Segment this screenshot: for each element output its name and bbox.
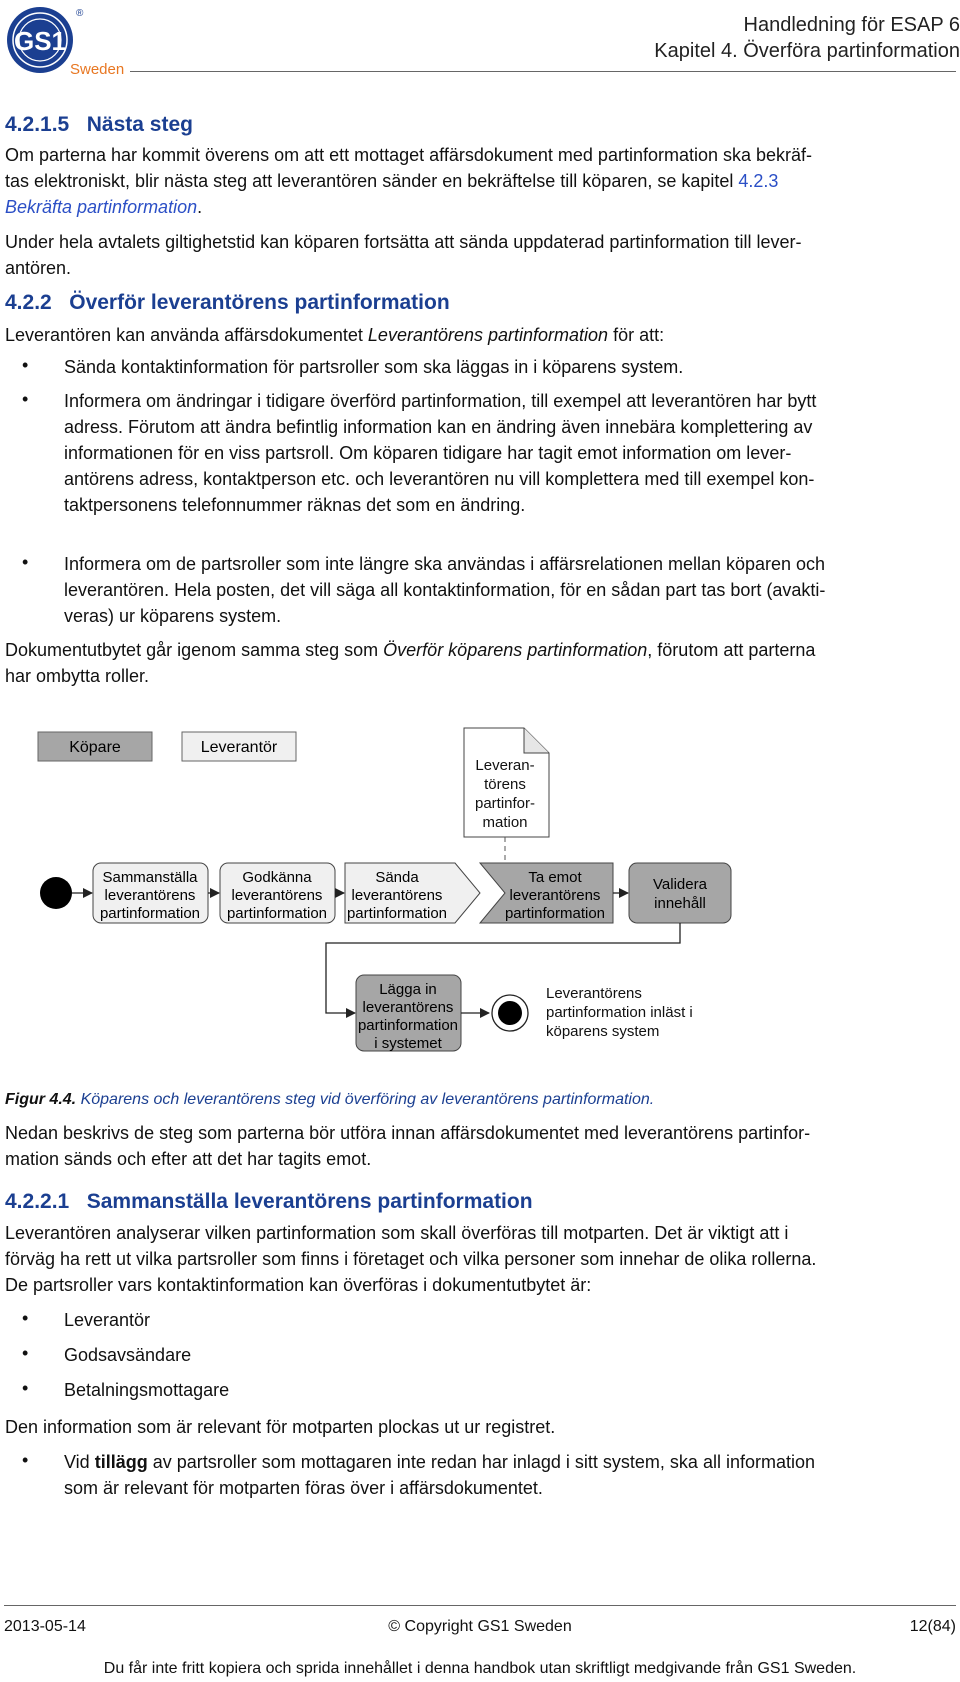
legend-buyer-label: Köpare	[69, 739, 121, 756]
activity-label-line: Lägga in	[379, 981, 437, 998]
bullet-item	[64, 551, 957, 629]
text-line: Under hela avtalets giltighetstid kan köparen fortsätta att sända uppdaterad partinformation till lever-	[5, 232, 802, 252]
list-item: Godsavsändare	[64, 1345, 192, 1365]
bullet-marker: •	[22, 1378, 29, 1398]
activity-label-line: partinformation	[226, 905, 328, 922]
section-number: 4.2.1.5	[5, 113, 70, 136]
text: Vid	[64, 1452, 95, 1472]
legend-supplier-label: Leverantör	[200, 739, 278, 756]
paragraph-next-step	[5, 142, 955, 220]
section-title: Överför leverantörens partinformation	[69, 291, 450, 314]
text-line: leverantören. Hela posten, det vill säga all kontaktinformation, för en sådan part tas bort (avakti-	[64, 580, 826, 600]
text-line: taktpersonens telefonnummer räknas det som en ändring.	[64, 495, 526, 515]
figure-caption	[5, 1091, 654, 1109]
document-label-line: partinfor-	[474, 795, 536, 812]
bullet-item	[64, 388, 957, 518]
text-line: Informera om ändringar i tidigare överförd partinformation, till exempel att leverantören har bytt	[64, 391, 817, 411]
logo-text: GS1	[13, 26, 67, 56]
paragraph-registry: Den information som är relevant för motparten plockas ut ur registret.	[5, 1417, 556, 1437]
text-line: Informera om de partsroller som inte längre ska användas i affärsrelationen mellan köparen och	[64, 554, 826, 574]
section-heading-4-2-2-1	[5, 1190, 533, 1214]
activity-label-line: Ta emot	[528, 869, 582, 886]
text-line: De partsroller vars kontaktinformation kan överföras i dokumentutbytet är:	[5, 1275, 592, 1295]
footer-page-number: 12(84)	[909, 1618, 956, 1635]
text-line: veras) ur köparens system.	[64, 606, 282, 626]
activity-label-line: leverantörens	[509, 887, 601, 904]
activity-label-line: leverantörens	[351, 887, 443, 904]
paragraph-outro	[5, 637, 955, 689]
bullet-item: Sända kontaktinformation för partsroller som ska läggas in i köparens system.	[64, 357, 684, 377]
activity-label-line: partinformation	[504, 905, 606, 922]
section-title: Sammanställa leverantörens partinformation	[86, 1190, 533, 1213]
activity-label-line: Godkänna	[242, 869, 312, 886]
end-note-line: partinformation inläst i	[546, 1004, 693, 1021]
text-line: Om parterna har kommit överens om att ett mottaget affärsdokument med partinformation ska bekräf-	[5, 145, 813, 165]
text: Leverantören kan använda affärsdokumentet	[5, 325, 368, 345]
paragraph-intro	[5, 322, 955, 348]
activity-diagram	[30, 725, 960, 1075]
figure-label: Figur 4.4.	[5, 1091, 77, 1108]
footer-notice: Du får inte fritt kopiera och sprida innehållet i denna handbok utan skriftligt medgivande från GS1 Sweden.	[103, 1660, 857, 1677]
document-fold	[524, 728, 549, 753]
list-item: Leverantör	[64, 1310, 151, 1330]
text-emphasis: Överför köparens partinformation	[383, 640, 648, 660]
text: , förutom att parterna	[647, 640, 816, 660]
header-rule	[130, 71, 956, 72]
paragraph-analysis	[5, 1220, 955, 1298]
text-strong: tillägg	[94, 1452, 148, 1472]
text-line: tas elektroniskt, blir nästa steg att leverantören sänder en bekräftelse till köparen, se kapitel	[5, 171, 739, 191]
gs1-sweden-logo	[4, 4, 126, 78]
paragraph-validity	[5, 229, 955, 281]
activity-label-line: leverantörens	[231, 887, 323, 904]
text-line: antören.	[5, 258, 72, 278]
text-line: Leverantören analyserar vilken partinformation som skall överföras till motparten. Det är viktigt att i	[5, 1223, 789, 1243]
section-title: Nästa steg	[86, 113, 193, 136]
text-line: Nedan beskrivs de steg som parterna bör utföra innan affärsdokumentet med leverantörens partinfor-	[5, 1123, 811, 1143]
header-title: Handledning för ESAP 6	[743, 14, 960, 36]
text: för att:	[608, 325, 665, 345]
paragraph-steps	[5, 1120, 955, 1172]
footer-rule	[4, 1605, 956, 1606]
text-emphasis: Leverantörens partinformation	[367, 325, 609, 345]
text-line: antörens adress, kontaktperson etc. och leverantören nu vill komplettera med till exempel kon-	[64, 469, 815, 489]
link-4-2-3[interactable]: 4.2.3	[738, 171, 779, 191]
bullet-marker: •	[22, 389, 29, 409]
section-heading-4-2-2	[5, 291, 450, 315]
section-number: 4.2.2.1	[5, 1190, 70, 1213]
activity-label-line: partinformation	[99, 905, 201, 922]
activity-label-line: Sända	[375, 869, 419, 886]
text-line: förväg ha rett ut vilka partsroller som finns i företaget och vilka personer som innehar de olika rollerna.	[5, 1249, 817, 1269]
logo-registered: ®	[76, 8, 84, 19]
activity-label-line: innehåll	[654, 895, 706, 912]
activity-validera	[629, 863, 731, 923]
activity-label-line: leverantörens	[104, 887, 196, 904]
activity-label-line: Sammanställa	[102, 869, 198, 886]
text-punct: .	[197, 197, 203, 217]
text-line: har ombytta roller.	[5, 666, 150, 686]
section-number: 4.2.2	[5, 291, 52, 314]
bullet-item	[64, 1449, 957, 1501]
end-note-line: Leverantörens	[546, 985, 642, 1002]
footer-copyright: © Copyright GS1 Sweden	[388, 1618, 572, 1635]
bullet-marker: •	[22, 552, 29, 572]
link-bekrafta-partinformation[interactable]: Bekräfta partinformation	[5, 197, 198, 217]
document-label-line: mation	[482, 814, 528, 831]
document-label-line: Leveran-	[475, 757, 535, 774]
logo-country: Sweden	[70, 61, 125, 78]
text: Dokumentutbytet går igenom samma steg som	[5, 640, 384, 660]
activity-label-line: Validera	[653, 876, 707, 893]
figure-caption-text: Köparens och leverantörens steg vid överföring av leverantörens partinformation.	[76, 1091, 655, 1108]
header-chapter: Kapitel 4. Överföra partinformation	[654, 40, 960, 62]
text-line: som är relevant för motparten föras över i affärsdokumentet.	[64, 1478, 543, 1498]
document-label-line: törens	[484, 776, 526, 793]
footer-date: 2013-05-14	[4, 1618, 86, 1635]
start-node	[40, 877, 72, 909]
section-heading-4-2-1-5	[5, 113, 193, 137]
bullet-marker: •	[22, 1450, 29, 1470]
list-item: Betalningsmottagare	[64, 1380, 230, 1400]
activity-label-line: i systemet	[374, 1035, 442, 1052]
activity-label-line: leverantörens	[362, 999, 454, 1016]
text-line: mation sänds och efter att det har tagits emot.	[5, 1149, 372, 1169]
text-line: adress. Förutom att ändra befintlig information kan en ändring även innebära komplettering av	[64, 417, 813, 437]
end-node-core	[498, 1001, 522, 1025]
end-note-line: köparens system	[546, 1023, 660, 1040]
bullet-marker: •	[22, 1308, 29, 1328]
bullet-marker: •	[22, 1343, 29, 1363]
activity-label-line: partinformation	[346, 905, 448, 922]
activity-label-line: partinformation	[357, 1017, 459, 1034]
text-line: informationen för en viss partsroll. Om köparen tidigare har tagit emot information om lever-	[64, 443, 792, 463]
text: av partsroller som mottagaren inte redan har inlagd i sitt system, ska all information	[147, 1452, 815, 1472]
bullet-marker: •	[22, 355, 29, 375]
